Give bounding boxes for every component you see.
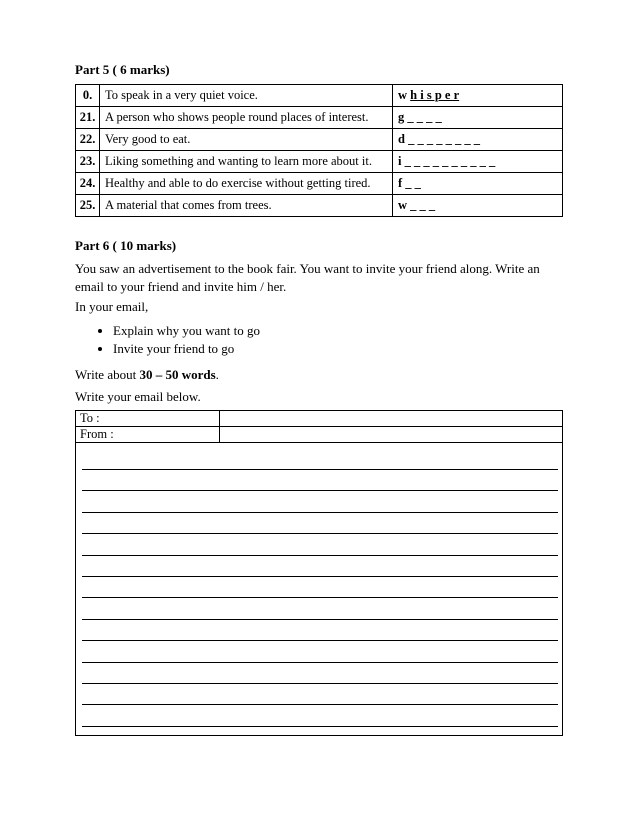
answer-hint: w (398, 88, 411, 102)
answer-cell[interactable] (393, 85, 563, 107)
writing-line[interactable] (82, 726, 558, 727)
email-to-label: To : (80, 411, 100, 425)
writing-line[interactable] (82, 533, 558, 534)
writing-line[interactable] (82, 576, 558, 577)
vocab-row (76, 85, 563, 107)
question-number: 0. (76, 85, 100, 107)
definition-cell: Very good to eat. (100, 129, 393, 151)
email-to-row[interactable] (76, 411, 562, 427)
word-count-range: 30 – 50 words (139, 367, 216, 382)
part5-heading: Part 5 ( 6 marks) (75, 62, 170, 77)
answer-hint: d _ _ _ _ _ _ _ _ (398, 132, 480, 146)
question-number: 25. (76, 195, 100, 217)
email-from-row[interactable] (76, 427, 562, 443)
writing-line[interactable] (82, 640, 558, 641)
bullet-item-invite: • Invite your friend to go (113, 340, 260, 358)
task-bullet-list (75, 322, 260, 358)
question-number: 24. (76, 173, 100, 195)
answer-hint: f _ _ (398, 176, 421, 190)
answer-example-letters: h i s p e r (410, 88, 460, 102)
write-below-instruction: Write your email below. (75, 389, 201, 404)
word-count-prefix: Write about (75, 367, 140, 382)
word-count-instruction (75, 366, 565, 384)
answer-hint: w _ _ _ (398, 198, 436, 212)
vocab-row (76, 195, 563, 217)
answer-cell[interactable] (393, 107, 563, 129)
word-count-suffix: . (215, 367, 219, 382)
vocab-row (76, 129, 563, 151)
writing-line[interactable] (82, 490, 558, 491)
writing-line[interactable] (82, 597, 558, 598)
definition-cell: Healthy and able to do exercise without getting tired. (100, 173, 393, 195)
vocab-row (76, 173, 563, 195)
definition-cell: A person who shows people round places of interest. (100, 107, 393, 129)
email-writing-box[interactable] (75, 410, 563, 736)
answer-cell[interactable] (393, 129, 563, 151)
answer-hint: g _ _ _ _ (398, 110, 442, 124)
question-number: 21. (76, 107, 100, 129)
in-your-email-label: In your email, (75, 299, 149, 314)
bullet-item-explain: • Explain why you want to go (113, 322, 260, 340)
part6-heading: Part 6 ( 10 marks) (75, 238, 177, 253)
answer-cell[interactable] (393, 195, 563, 217)
email-header-divider (219, 411, 220, 442)
part6-instructions: You saw an advertisement to the book fair. You want to invite your friend along. Write an email to your friend and invite him / her. (75, 261, 540, 294)
writing-line[interactable] (82, 512, 558, 513)
vocab-row (76, 107, 563, 129)
question-number: 23. (76, 151, 100, 173)
vocabulary-table (75, 84, 563, 217)
answer-hint: i _ _ _ _ _ _ _ _ _ _ (398, 154, 496, 168)
writing-line[interactable] (82, 683, 558, 684)
answer-cell[interactable] (393, 173, 563, 195)
email-from-label: From : (80, 427, 114, 441)
question-number: 22. (76, 129, 100, 151)
definition-cell: To speak in a very quiet voice. (100, 85, 393, 107)
answer-cell[interactable] (393, 151, 563, 173)
writing-line[interactable] (82, 662, 558, 663)
writing-line[interactable] (82, 469, 558, 470)
writing-line[interactable] (82, 619, 558, 620)
writing-line[interactable] (82, 555, 558, 556)
definition-cell: Liking something and wanting to learn more about it. (100, 151, 393, 173)
vocab-row (76, 151, 563, 173)
definition-cell: A material that comes from trees. (100, 195, 393, 217)
writing-line[interactable] (82, 704, 558, 705)
